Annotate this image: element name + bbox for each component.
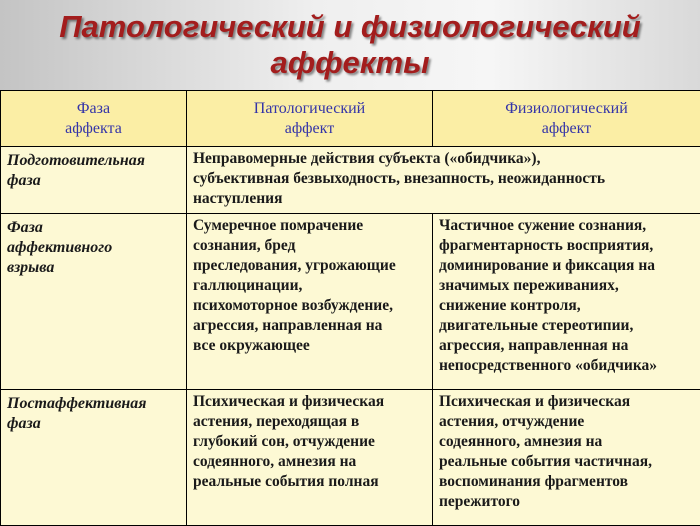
header-pathological: Патологический аффект xyxy=(187,91,433,147)
phase-preparatory: Подготовительная фаза xyxy=(1,147,187,214)
slide-title-line-1: Патологический и физиологический xyxy=(59,9,640,45)
explosion-pathological: Сумеречное помрачение сознания, бред преследования, угрожающие галлюцинации, психомоторное возбуждение, агрессия, направленная на все окружающее xyxy=(187,214,433,390)
title-bar xyxy=(0,0,700,90)
phase-postaffective: Постаффективная фаза xyxy=(1,390,187,526)
postaffective-pathological: Психическая и физическая астения, переходящая в глубокий сон, отчуждение содеянного, амнезия на реальные события полная xyxy=(187,390,433,526)
postaffective-physiological: Психическая и физическая астения, отчуждение содеянного, амнезия на реальные события частичная, воспоминания фрагментов пережитого xyxy=(433,390,700,526)
explosion-physiological: Частичное сужение сознания, фрагментарность восприятия, доминирование и фиксация на значимых переживаниях, снижение контроля, двигательные стереотипии, агрессия, направленная на непосредственного «обидчика» xyxy=(433,214,700,390)
phase-affective-explosion: Фаза аффективного взрыва xyxy=(1,214,187,390)
header-phase: Фаза аффекта xyxy=(1,91,187,147)
slide-title-line-2: аффекты xyxy=(270,45,429,81)
table-row xyxy=(1,214,700,390)
table-row xyxy=(1,390,700,526)
table-row xyxy=(1,147,700,214)
preparatory-description: Неправомерные действия субъекта («обидчика»), субъективная безвыходность, внезапность, неожиданность наступления xyxy=(187,147,700,214)
affect-comparison-table xyxy=(0,90,700,526)
header-physiological: Физиологический аффект xyxy=(433,91,700,147)
table-header-row xyxy=(1,91,700,147)
